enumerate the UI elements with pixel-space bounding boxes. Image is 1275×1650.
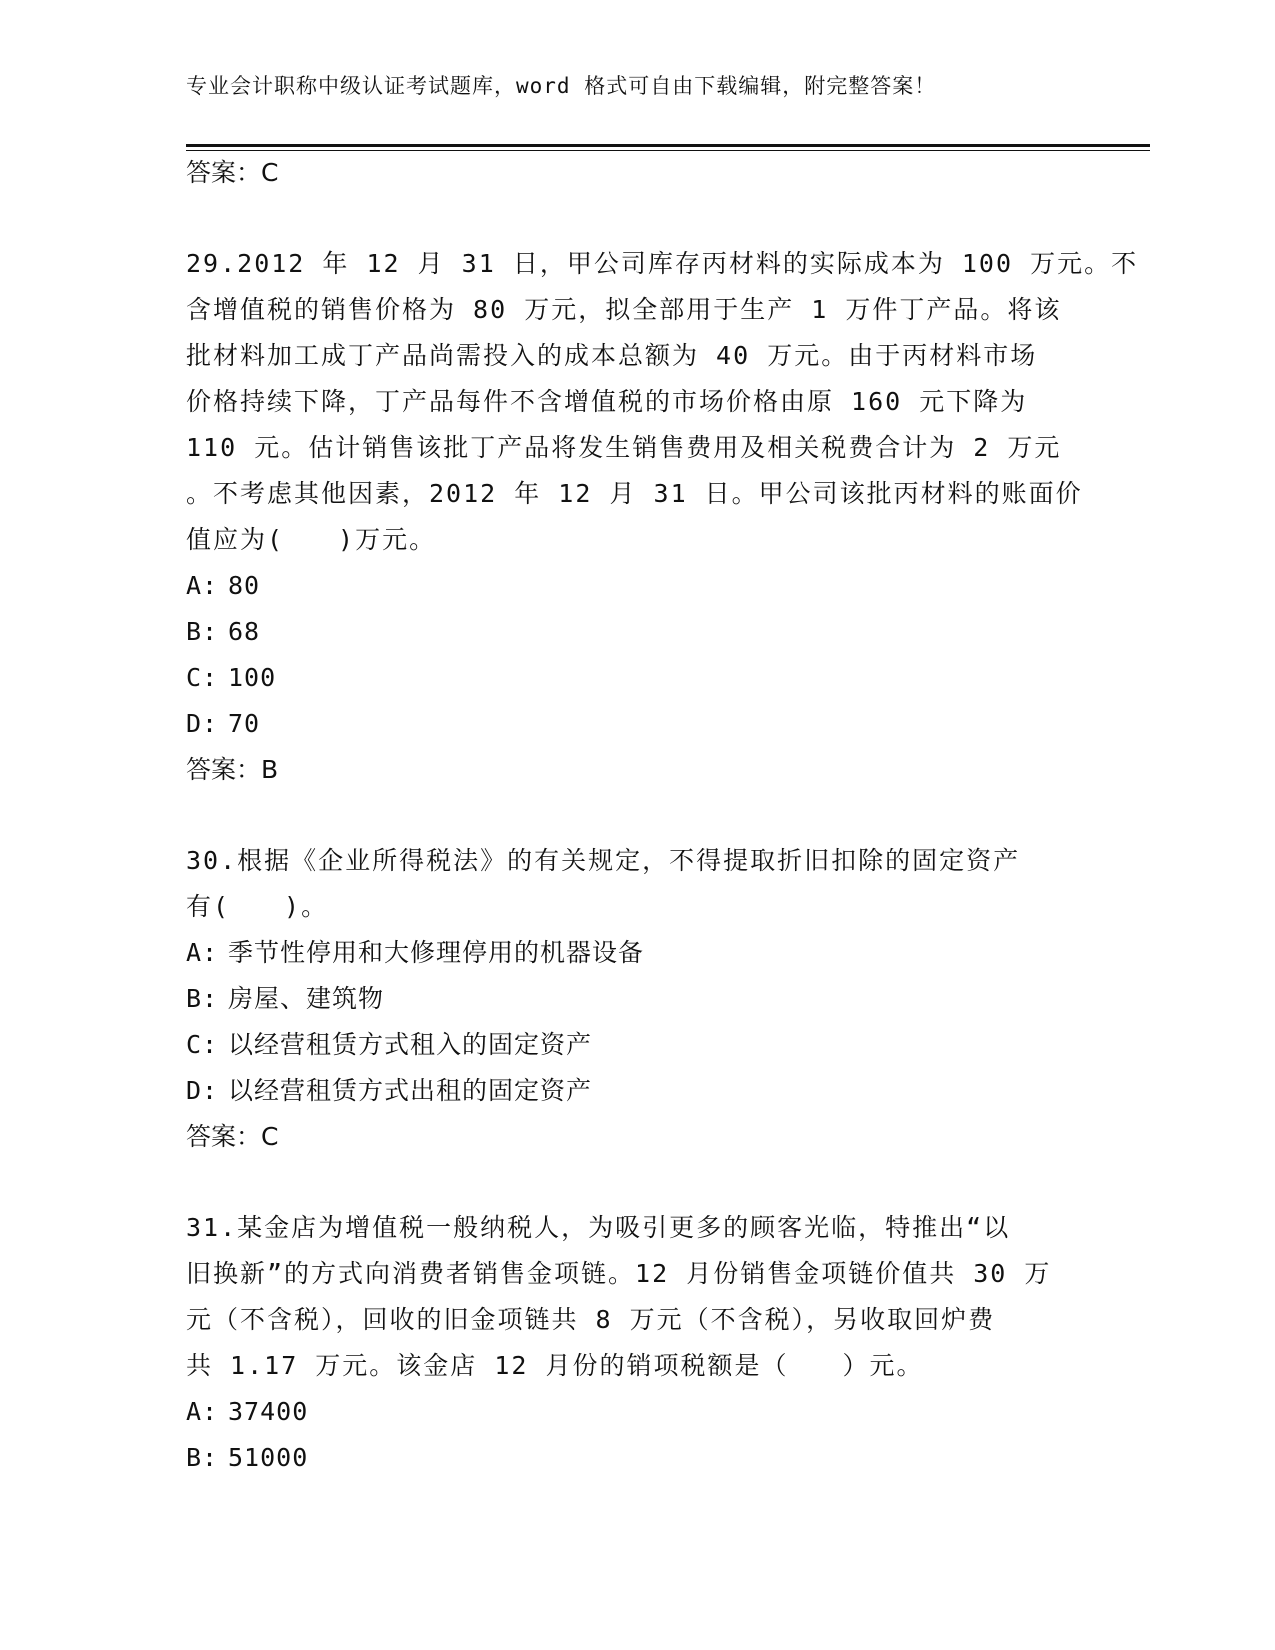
option-text: 房屋、建筑物	[228, 984, 385, 1013]
option-a	[186, 930, 1086, 976]
answer-line: 答案：C	[186, 158, 279, 187]
question-line: 有( )。	[186, 892, 329, 921]
option-label: B:	[186, 617, 219, 646]
question-block	[186, 838, 1086, 1160]
question-line: 批材料加工成丁产品尚需投入的成本总额为 40 万元。由于丙材料市场	[186, 341, 1038, 370]
spacer	[186, 793, 1086, 838]
option-text: 51000	[228, 1443, 309, 1472]
option-label: C:	[186, 1030, 219, 1059]
question-line: 含增值税的销售价格为 80 万元，拟全部用于生产 1 万件丁产品。将该	[186, 295, 1062, 324]
spacer	[186, 196, 1086, 241]
question-line: 30.根据《企业所得税法》的有关规定，不得提取折旧扣除的固定资产	[186, 846, 1021, 875]
option-text: 37400	[228, 1397, 309, 1426]
document-body	[186, 150, 1139, 1481]
answer-line: 答案：B	[186, 755, 279, 784]
question-line: 29.2012 年 12 月 31 日，甲公司库存丙材料的实际成本为 100 万元。不	[186, 249, 1139, 278]
answer-line: 答案：C	[186, 1122, 279, 1151]
question-line: 旧换新”的方式向消费者销售金项链。12 月份销售金项链价值共 30 万	[186, 1259, 1052, 1288]
option-label: D:	[186, 709, 219, 738]
option-c	[186, 1022, 1086, 1068]
header-rule-thick	[186, 144, 1150, 147]
option-b	[186, 1435, 1086, 1481]
option-text: 80	[228, 571, 261, 600]
option-d	[186, 701, 1086, 747]
option-a	[186, 563, 1086, 609]
option-text: 68	[228, 617, 261, 646]
option-label: D:	[186, 1076, 219, 1105]
question-line: 值应为( )万元。	[186, 525, 437, 554]
option-text: 以经营租赁方式租入的固定资产	[228, 1030, 593, 1059]
question-line: 31.某金店为增值税一般纳税人，为吸引更多的顾客光临，特推出“以	[186, 1213, 1011, 1242]
question-line: 价格持续下降，丁产品每件不含增值税的市场价格由原 160 元下降为	[186, 387, 1028, 416]
option-b	[186, 976, 1086, 1022]
question-block	[186, 1205, 1086, 1481]
option-text: 70	[228, 709, 261, 738]
option-c	[186, 655, 1086, 701]
question-line: 110 元。估计销售该批丁产品将发生销售费用及相关税费合计为 2 万元	[186, 433, 1062, 462]
question-line: 元（不含税），回收的旧金项链共 8 万元（不含税），另收取回炉费	[186, 1305, 996, 1334]
option-text: 100	[228, 663, 277, 692]
option-text: 季节性停用和大修理停用的机器设备	[228, 938, 645, 967]
option-b	[186, 609, 1086, 655]
spacer	[186, 1160, 1086, 1205]
option-label: A:	[186, 571, 219, 600]
option-label: B:	[186, 1443, 219, 1472]
question-line: 。不考虑其他因素，2012 年 12 月 31 日。甲公司该批丙材料的账面价	[186, 479, 1083, 508]
page-header: 专业会计职称中级认证考试题库，word 格式可自由下载编辑，附完整答案！	[186, 74, 937, 98]
option-label: C:	[186, 663, 219, 692]
option-label: A:	[186, 938, 219, 967]
question-line: 共 1.17 万元。该金店 12 月份的销项税额是（ ）元。	[186, 1351, 924, 1380]
option-label: B:	[186, 984, 219, 1013]
option-text: 以经营租赁方式出租的固定资产	[228, 1076, 593, 1105]
option-d	[186, 1068, 1086, 1114]
option-label: A:	[186, 1397, 219, 1426]
question-block	[186, 241, 1139, 793]
option-a	[186, 1389, 1086, 1435]
